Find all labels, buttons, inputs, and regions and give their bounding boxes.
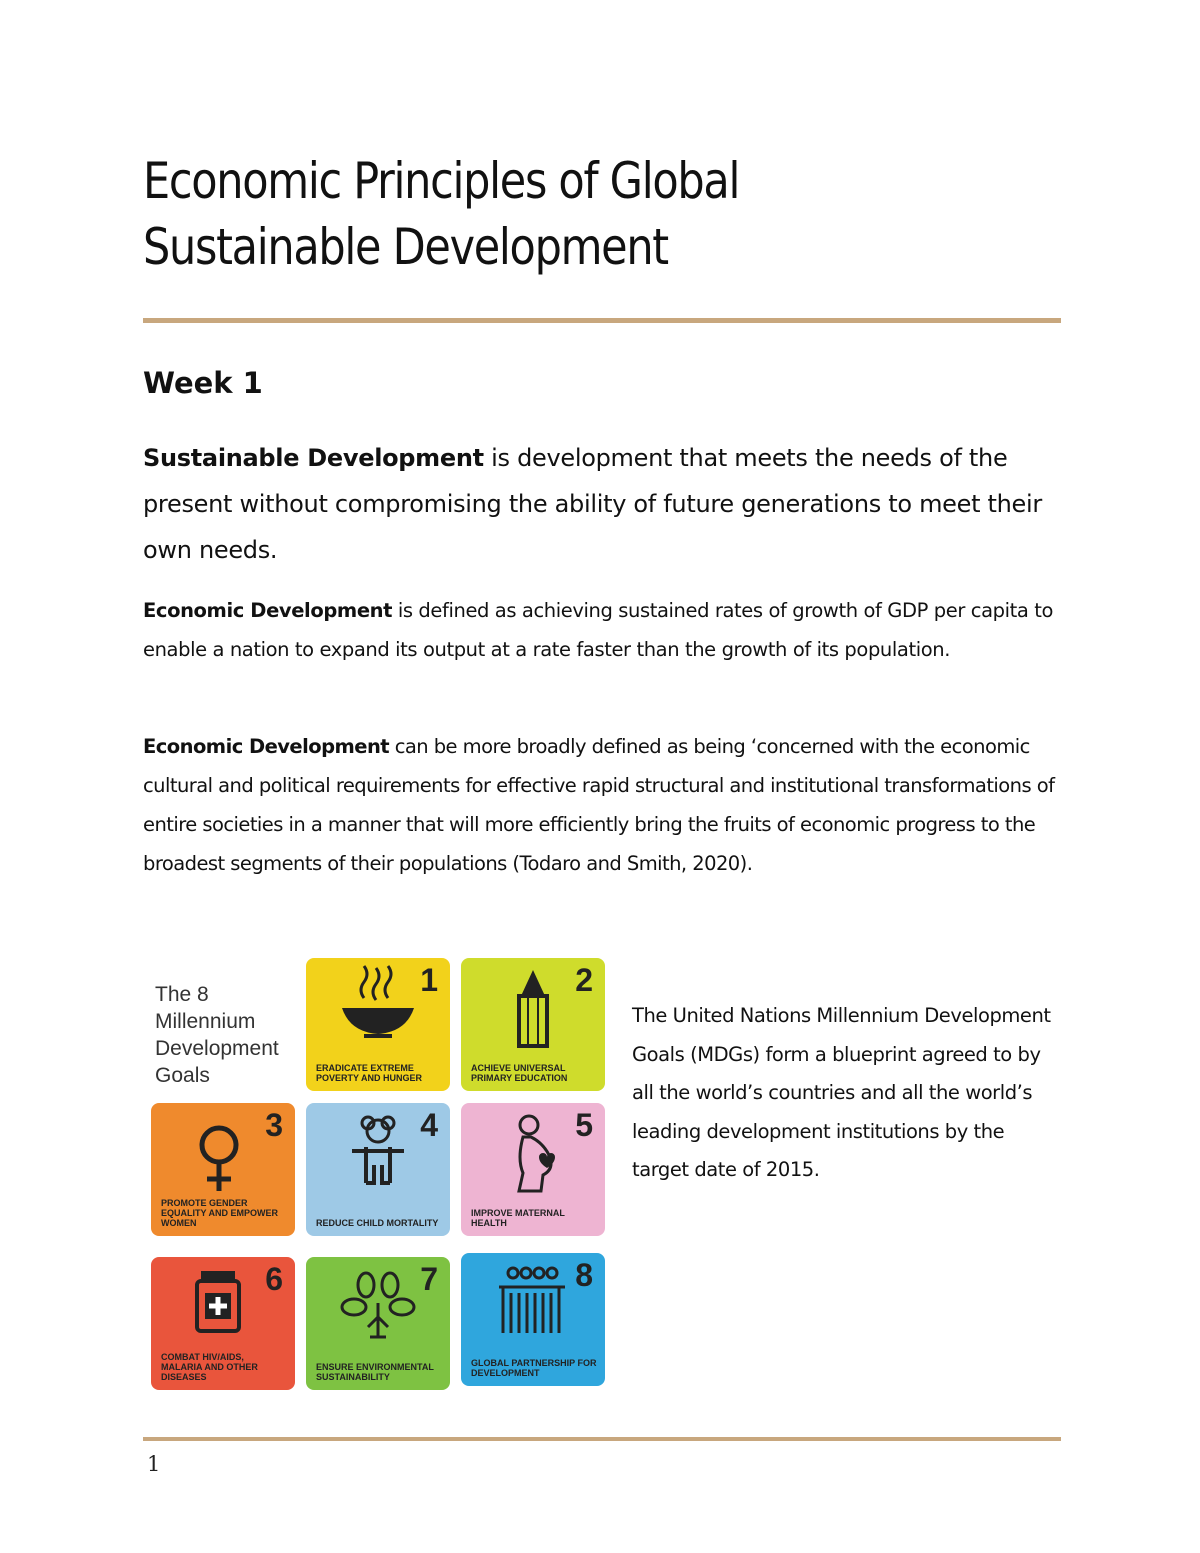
- bottom-divider: [143, 1437, 1061, 1441]
- economic-development-broad-definition: [143, 727, 1078, 883]
- goal-tile-4: [306, 1103, 450, 1236]
- goal-number: 1: [420, 962, 438, 998]
- mdg-description: The United Nations Millennium Development Goals (MDGs) form a blueprint agreed to by all the world’s countries and all the world’s leading development institutions by the target date of 2015.: [632, 1004, 1051, 1181]
- page-number: 1: [147, 1452, 161, 1476]
- definition-text: is defined as achieving sustained rates of growth of GDP per capita to enable a nation to expand its output at a rate faster than the growth of its population.: [143, 599, 1053, 661]
- goal-tile-2: [461, 958, 605, 1091]
- goal-tile-8: [461, 1253, 605, 1386]
- goal-number: 8: [575, 1257, 593, 1293]
- economic-development-definition: [143, 591, 1063, 669]
- goal-tile-3: [151, 1103, 295, 1236]
- goal-number: 2: [575, 962, 593, 998]
- definition-text: is development that meets the needs of the present without compromising the ability of future generations to meet their own needs.: [143, 444, 1042, 564]
- sustainable-development-definition: [143, 435, 1063, 573]
- goal-number: 6: [265, 1261, 283, 1297]
- goal-caption: COMBAT HIV/AIDS, MALARIA AND OTHER DISEASES: [161, 1352, 258, 1382]
- goal-caption: REDUCE CHILD MORTALITY: [316, 1218, 439, 1228]
- definition-term: Sustainable Development: [143, 444, 484, 472]
- goal-caption: IMPROVE MATERNAL HEALTH: [471, 1208, 565, 1228]
- goal-tile-6: [151, 1257, 295, 1390]
- goal-caption: ENSURE ENVIRONMENTAL SUSTAINABILITY: [316, 1362, 434, 1382]
- definition-term: Economic Development: [143, 735, 390, 758]
- goal-caption: GLOBAL PARTNERSHIP FOR DEVELOPMENT: [471, 1358, 597, 1378]
- goal-tile-7: [306, 1257, 450, 1390]
- goal-tile-1: [306, 958, 450, 1091]
- goal-number: 5: [575, 1107, 593, 1143]
- goal-number: 4: [420, 1107, 438, 1143]
- goal-caption: ERADICATE EXTREME POVERTY AND HUNGER: [316, 1063, 423, 1083]
- goal-number: 3: [265, 1107, 283, 1143]
- mdg-figure-title: The 8 Millennium Development Goals: [155, 983, 279, 1087]
- section-heading: Week 1: [143, 366, 263, 400]
- goal-caption: PROMOTE GENDER EQUALITY AND EMPOWER WOMEN: [161, 1198, 279, 1228]
- goal-caption: ACHIEVE UNIVERSAL PRIMARY EDUCATION: [471, 1063, 568, 1083]
- top-divider: [143, 318, 1061, 323]
- goal-number: 7: [420, 1261, 438, 1297]
- mdg-figure: [145, 955, 615, 1395]
- goal-tile-5: [461, 1103, 605, 1236]
- page-title: Economic Principles of Global Sustainable Development: [143, 152, 740, 276]
- definition-text: can be more broadly defined as being ‘concerned with the economic cultural and political requirements for effective rapid structural and institutional transformations of entire societies in a manner that will more efficiently bring the fruits of economic progress to the broadest segments of their populations (Todaro and Smith, 2020).: [143, 735, 1055, 875]
- definition-term: Economic Development: [143, 599, 393, 622]
